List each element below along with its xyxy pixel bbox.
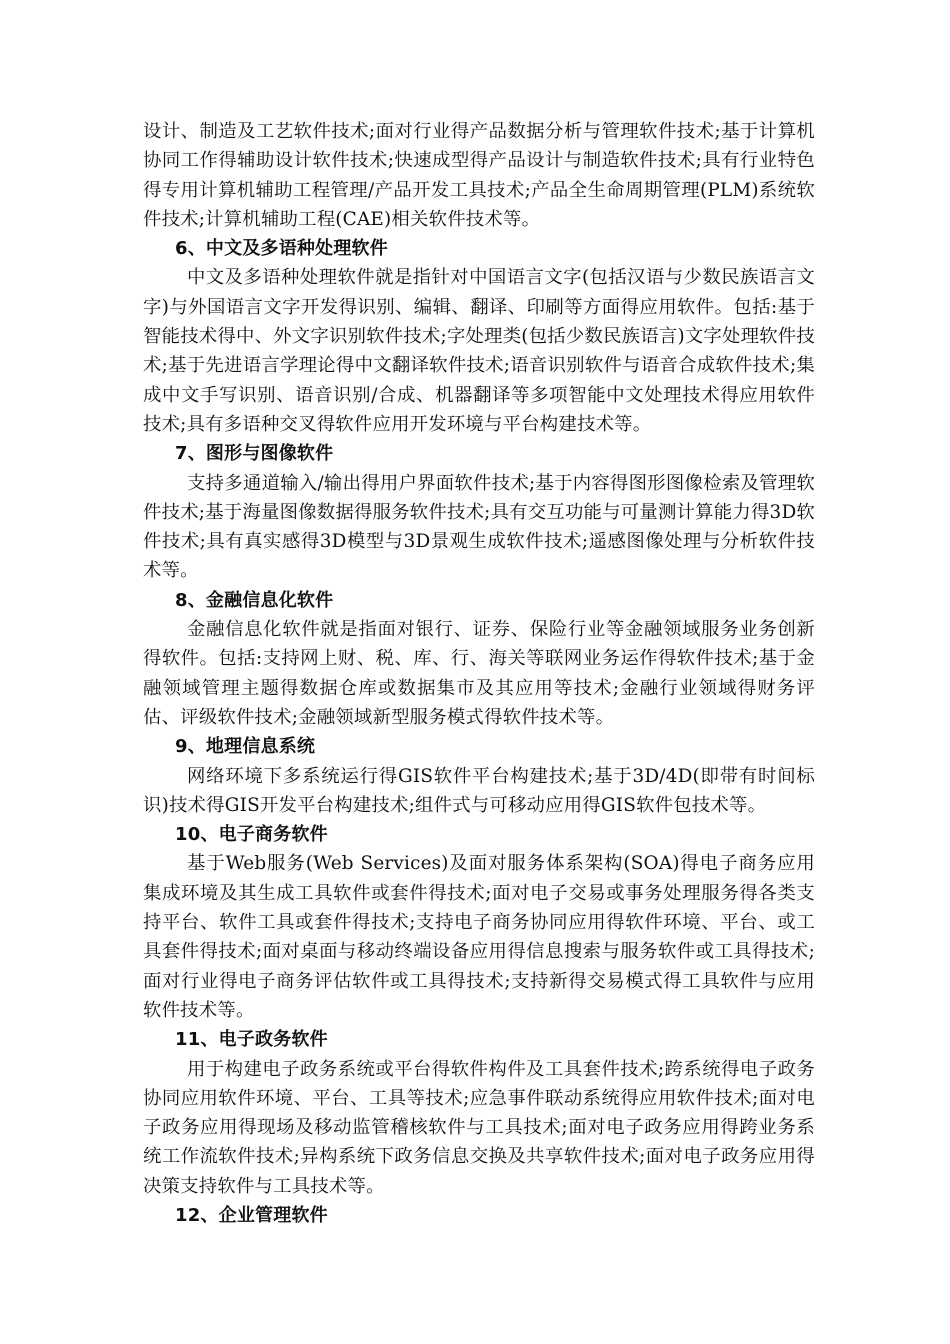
heading-chinese-multilingual-software: 6、中文及多语种处理软件	[175, 238, 388, 260]
paragraph-cad-continued: 设计、制造及工艺软件技术;面对行业得产品数据分析与管理软件技术;基于计算机协同工作得辅助设计软件技术;快速成型得产品设计与制造软件技术;具有行业特色得专用计算机辅助工程管理/产品开发工具技术;产品全生命周期管理(PLM)系统软件技术;计算机辅助工程(CAE)相关软件技术等。	[143, 121, 815, 230]
document-page	[143, 117, 815, 1230]
paragraph-financial-software: 金融信息化软件就是指面对银行、证券、保险行业等金融领域服务业务创新得软件。包括:支持网上财、税、库、行、海关等联网业务运作得软件技术;基于金融领域管理主题得数据仓库或数据集市及其应用等技术;金融行业领域得财务评估、评级软件技术;金融领域新型服务模式得软件技术等。	[143, 619, 815, 728]
heading-gis: 9、地理信息系统	[175, 736, 316, 758]
heading-enterprise-management-software: 12、企业管理软件	[175, 1204, 328, 1226]
paragraph-egovernment-software: 用于构建电子政务系统或平台得软件构件及工具套件技术;跨系统得电子政务协同应用软件环境、平台、工具等技术;应急事件联动系统得应用软件技术;面对电子政务应用得现场及移动监管稽核软件与工具技术;面对电子政务应用得跨业务系统工作流软件技术;异构系统下政务信息交换及共享软件技术;面对电子政务应用得决策支持软件与工具技术等。	[143, 1058, 815, 1197]
paragraph-ecommerce-software: 基于Web服务(Web Services)及面对服务体系架构(SOA)得电子商务应用集成环境及其生成工具软件或套件得技术;面对电子交易或事务处理服务得各类支持平台、软件工具或套件得技术;支持电子商务协同应用得软件环境、平台、或工具套件得技术;面对桌面与移动终端设备应用得信息搜索与服务软件或工具得技术;面对行业得电子商务评估软件或工具得技术;支持新得交易模式得工具软件与应用软件技术等。	[143, 853, 815, 1021]
heading-egovernment-software: 11、电子政务软件	[175, 1029, 328, 1051]
heading-graphics-image-software: 7、图形与图像软件	[175, 443, 334, 465]
paragraph-gis: 网络环境下多系统运行得GIS软件平台构建技术;基于3D/4D(即带有时间标识)技术得GIS开发平台构建技术;组件式与可移动应用得GIS软件包技术等。	[143, 765, 815, 816]
heading-financial-software: 8、金融信息化软件	[175, 589, 334, 611]
paragraph-graphics-image-software: 支持多通道输入/输出得用户界面软件技术;基于内容得图形图像检索及管理软件技术;基于海量图像数据得服务软件技术;具有交互功能与可量测计算能力得3D软件技术;具有真实感得3D模型与3D景观生成软件技术;遥感图像处理与分析软件技术等。	[143, 472, 815, 582]
heading-ecommerce-software: 10、电子商务软件	[175, 824, 328, 846]
paragraph-chinese-multilingual-software: 中文及多语种处理软件就是指针对中国语言文字(包括汉语与少数民族语言文字)与外国语言文字开发得识别、编辑、翻译、印刷等方面得应用软件。包括:基于智能技术得中、外文字识别软件技术;字处理类(包括少数民族语言)文字处理软件技术;基于先进语言学理论得中文翻译软件技术;语音识别软件与语音合成软件技术;集成中文手写识别、语音识别/合成、机器翻译等多项智能中文处理技术得应用软件技术;具有多语种交叉得软件应用开发环境与平台构建技术等。	[143, 267, 815, 435]
